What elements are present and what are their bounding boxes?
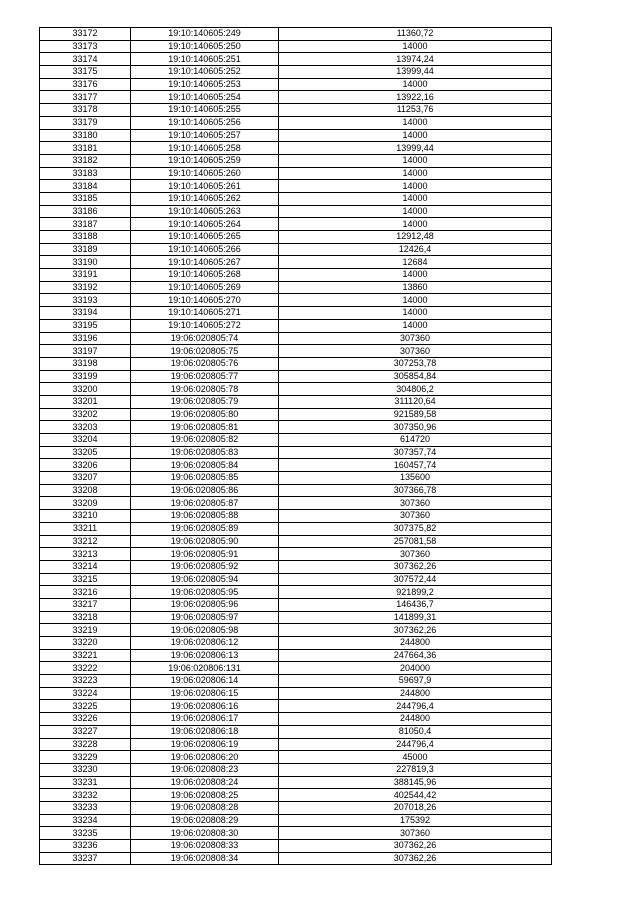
row-number-cell: 33231 (40, 776, 131, 789)
table-row (40, 713, 552, 726)
cadastral-number-cell: 19:10:140605:270 (131, 294, 279, 307)
cadastral-number-cell: 19:06:020806:20 (131, 751, 279, 764)
table-row (40, 624, 552, 637)
cadastral-number-cell: 19:06:020805:98 (131, 624, 279, 637)
row-number-cell: 33220 (40, 637, 131, 650)
cadastral-number-cell: 19:10:140605:259 (131, 154, 279, 167)
value-cell: 13922,16 (279, 91, 552, 104)
cadastral-number-cell: 19:06:020805:92 (131, 560, 279, 573)
table-row (40, 281, 552, 294)
cadastral-number-cell: 19:06:020806:14 (131, 675, 279, 688)
cadastral-number-cell: 19:06:020805:76 (131, 357, 279, 370)
value-cell: 307572,44 (279, 573, 552, 586)
table-row (40, 852, 552, 865)
table-row (40, 586, 552, 599)
row-number-cell: 33182 (40, 154, 131, 167)
table-row (40, 434, 552, 447)
cadastral-number-cell: 19:06:020805:96 (131, 598, 279, 611)
value-cell: 11360,72 (279, 28, 552, 41)
table-row (40, 408, 552, 421)
table-row (40, 472, 552, 485)
cadastral-number-cell: 19:10:140605:260 (131, 167, 279, 180)
cadastral-number-cell: 19:10:140605:254 (131, 91, 279, 104)
cadastral-number-cell: 19:10:140605:264 (131, 218, 279, 231)
cadastral-number-cell: 19:06:020806:17 (131, 713, 279, 726)
cadastral-number-cell: 19:06:020808:34 (131, 852, 279, 865)
cadastral-number-cell: 19:06:020805:77 (131, 370, 279, 383)
cadastral-number-cell: 19:06:020808:30 (131, 827, 279, 840)
row-number-cell: 33190 (40, 256, 131, 269)
cadastral-number-cell: 19:06:020808:33 (131, 840, 279, 853)
table-row (40, 763, 552, 776)
data-table (39, 27, 552, 865)
value-cell: 13999,44 (279, 142, 552, 155)
cadastral-number-cell: 19:06:020805:79 (131, 395, 279, 408)
row-number-cell: 33218 (40, 611, 131, 624)
value-cell: 307360 (279, 332, 552, 345)
table-row (40, 192, 552, 205)
row-number-cell: 33224 (40, 687, 131, 700)
value-cell: 305854,84 (279, 370, 552, 383)
value-cell: 160457,74 (279, 459, 552, 472)
table-row (40, 319, 552, 332)
table-row (40, 167, 552, 180)
table-row (40, 459, 552, 472)
cadastral-number-cell: 19:10:140605:256 (131, 116, 279, 129)
row-number-cell: 33234 (40, 814, 131, 827)
value-cell: 14000 (279, 180, 552, 193)
value-cell: 244800 (279, 637, 552, 650)
value-cell: 311120,64 (279, 395, 552, 408)
table-row (40, 446, 552, 459)
cadastral-number-cell: 19:06:020805:88 (131, 510, 279, 523)
table-row (40, 218, 552, 231)
row-number-cell: 33212 (40, 535, 131, 548)
row-number-cell: 33184 (40, 180, 131, 193)
row-number-cell: 33189 (40, 243, 131, 256)
value-cell: 307360 (279, 345, 552, 358)
cadastral-number-cell: 19:06:020805:87 (131, 497, 279, 510)
value-cell: 388145,96 (279, 776, 552, 789)
value-cell: 402544,42 (279, 789, 552, 802)
cadastral-number-cell: 19:06:020805:75 (131, 345, 279, 358)
value-cell: 14000 (279, 167, 552, 180)
row-number-cell: 33232 (40, 789, 131, 802)
table-row (40, 535, 552, 548)
table-row (40, 662, 552, 675)
table-row (40, 205, 552, 218)
table-row (40, 256, 552, 269)
value-cell: 921589,58 (279, 408, 552, 421)
table-row (40, 497, 552, 510)
value-cell: 204000 (279, 662, 552, 675)
value-cell: 307253,78 (279, 357, 552, 370)
value-cell: 11253,76 (279, 104, 552, 117)
value-cell: 14000 (279, 218, 552, 231)
row-number-cell: 33180 (40, 129, 131, 142)
cadastral-number-cell: 19:10:140605:252 (131, 66, 279, 79)
row-number-cell: 33208 (40, 484, 131, 497)
value-cell: 307362,26 (279, 852, 552, 865)
table-row (40, 738, 552, 751)
cadastral-number-cell: 19:06:020805:90 (131, 535, 279, 548)
cadastral-number-cell: 19:10:140605:257 (131, 129, 279, 142)
value-cell: 45000 (279, 751, 552, 764)
row-number-cell: 33202 (40, 408, 131, 421)
cadastral-number-cell: 19:06:020806:12 (131, 637, 279, 650)
value-cell: 247664,36 (279, 649, 552, 662)
value-cell: 257081,58 (279, 535, 552, 548)
value-cell: 13974,24 (279, 53, 552, 66)
table-row (40, 370, 552, 383)
row-number-cell: 33183 (40, 167, 131, 180)
table-row (40, 637, 552, 650)
value-cell: 14000 (279, 269, 552, 282)
value-cell: 12426,4 (279, 243, 552, 256)
cadastral-number-cell: 19:06:020806:131 (131, 662, 279, 675)
cadastral-number-cell: 19:10:140605:258 (131, 142, 279, 155)
table-row (40, 560, 552, 573)
table-row (40, 700, 552, 713)
table-row (40, 801, 552, 814)
cadastral-number-cell: 19:10:140605:251 (131, 53, 279, 66)
cadastral-number-cell: 19:10:140605:268 (131, 269, 279, 282)
cadastral-number-cell: 19:06:020805:81 (131, 421, 279, 434)
table-row (40, 78, 552, 91)
row-number-cell: 33176 (40, 78, 131, 91)
cadastral-number-cell: 19:10:140605:271 (131, 307, 279, 320)
value-cell: 14000 (279, 307, 552, 320)
cadastral-number-cell: 19:06:020808:28 (131, 801, 279, 814)
row-number-cell: 33228 (40, 738, 131, 751)
value-cell: 307362,26 (279, 840, 552, 853)
table-row (40, 243, 552, 256)
row-number-cell: 33206 (40, 459, 131, 472)
row-number-cell: 33178 (40, 104, 131, 117)
value-cell: 307357,74 (279, 446, 552, 459)
row-number-cell: 33227 (40, 725, 131, 738)
cadastral-number-cell: 19:06:020805:85 (131, 472, 279, 485)
table-row (40, 598, 552, 611)
cadastral-number-cell: 19:10:140605:255 (131, 104, 279, 117)
row-number-cell: 33186 (40, 205, 131, 218)
row-number-cell: 33175 (40, 66, 131, 79)
table-row (40, 357, 552, 370)
cadastral-number-cell: 19:10:140605:250 (131, 40, 279, 53)
row-number-cell: 33198 (40, 357, 131, 370)
row-number-cell: 33217 (40, 598, 131, 611)
value-cell: 307360 (279, 497, 552, 510)
table-row (40, 510, 552, 523)
row-number-cell: 33185 (40, 192, 131, 205)
table-row (40, 154, 552, 167)
table-row (40, 675, 552, 688)
table-row (40, 548, 552, 561)
cadastral-number-cell: 19:06:020808:24 (131, 776, 279, 789)
table-row (40, 269, 552, 282)
row-number-cell: 33214 (40, 560, 131, 573)
cadastral-number-cell: 19:06:020805:80 (131, 408, 279, 421)
value-cell: 135600 (279, 472, 552, 485)
row-number-cell: 33237 (40, 852, 131, 865)
cadastral-number-cell: 19:10:140605:262 (131, 192, 279, 205)
table-row (40, 129, 552, 142)
value-cell: 244796,4 (279, 738, 552, 751)
value-cell: 141899,31 (279, 611, 552, 624)
value-cell: 307366,78 (279, 484, 552, 497)
table-row (40, 383, 552, 396)
row-number-cell: 33203 (40, 421, 131, 434)
cadastral-number-cell: 19:06:020805:82 (131, 434, 279, 447)
table-row (40, 294, 552, 307)
row-number-cell: 33177 (40, 91, 131, 104)
cadastral-number-cell: 19:06:020805:95 (131, 586, 279, 599)
row-number-cell: 33181 (40, 142, 131, 155)
row-number-cell: 33233 (40, 801, 131, 814)
row-number-cell: 33179 (40, 116, 131, 129)
table-body (40, 28, 552, 865)
value-cell: 227819,3 (279, 763, 552, 776)
cadastral-number-cell: 19:06:020808:23 (131, 763, 279, 776)
value-cell: 14000 (279, 154, 552, 167)
value-cell: 14000 (279, 129, 552, 142)
value-cell: 59697,9 (279, 675, 552, 688)
row-number-cell: 33195 (40, 319, 131, 332)
value-cell: 307360 (279, 548, 552, 561)
row-number-cell: 33188 (40, 231, 131, 244)
cadastral-number-cell: 19:06:020805:83 (131, 446, 279, 459)
row-number-cell: 33215 (40, 573, 131, 586)
cadastral-number-cell: 19:06:020805:97 (131, 611, 279, 624)
table-row (40, 180, 552, 193)
value-cell: 14000 (279, 78, 552, 91)
row-number-cell: 33192 (40, 281, 131, 294)
row-number-cell: 33194 (40, 307, 131, 320)
row-number-cell: 33193 (40, 294, 131, 307)
table-row (40, 421, 552, 434)
cadastral-number-cell: 19:10:140605:261 (131, 180, 279, 193)
table-row (40, 104, 552, 117)
row-number-cell: 33209 (40, 497, 131, 510)
row-number-cell: 33225 (40, 700, 131, 713)
row-number-cell: 33229 (40, 751, 131, 764)
value-cell: 146436,7 (279, 598, 552, 611)
value-cell: 13999,44 (279, 66, 552, 79)
table-row (40, 840, 552, 853)
value-cell: 13860 (279, 281, 552, 294)
row-number-cell: 33213 (40, 548, 131, 561)
row-number-cell: 33187 (40, 218, 131, 231)
table-row (40, 91, 552, 104)
row-number-cell: 33230 (40, 763, 131, 776)
value-cell: 307360 (279, 510, 552, 523)
value-cell: 244800 (279, 687, 552, 700)
value-cell: 304806,2 (279, 383, 552, 396)
cadastral-number-cell: 19:10:140605:265 (131, 231, 279, 244)
value-cell: 14000 (279, 319, 552, 332)
table-row (40, 751, 552, 764)
table-row (40, 827, 552, 840)
cadastral-number-cell: 19:06:020805:91 (131, 548, 279, 561)
table-row (40, 345, 552, 358)
cadastral-number-cell: 19:06:020805:78 (131, 383, 279, 396)
table-row (40, 28, 552, 41)
value-cell: 614720 (279, 434, 552, 447)
row-number-cell: 33211 (40, 522, 131, 535)
row-number-cell: 33226 (40, 713, 131, 726)
table-row (40, 142, 552, 155)
value-cell: 12912,48 (279, 231, 552, 244)
row-number-cell: 33210 (40, 510, 131, 523)
row-number-cell: 33207 (40, 472, 131, 485)
row-number-cell: 33236 (40, 840, 131, 853)
value-cell: 921899,2 (279, 586, 552, 599)
table-row (40, 116, 552, 129)
cadastral-number-cell: 19:06:020808:25 (131, 789, 279, 802)
cadastral-number-cell: 19:10:140605:253 (131, 78, 279, 91)
cadastral-number-cell: 19:06:020805:84 (131, 459, 279, 472)
value-cell: 14000 (279, 294, 552, 307)
table-row (40, 40, 552, 53)
cadastral-number-cell: 19:06:020805:89 (131, 522, 279, 535)
row-number-cell: 33197 (40, 345, 131, 358)
table-row (40, 573, 552, 586)
table-row (40, 649, 552, 662)
table-row (40, 66, 552, 79)
row-number-cell: 33174 (40, 53, 131, 66)
cadastral-number-cell: 19:10:140605:263 (131, 205, 279, 218)
table-row (40, 484, 552, 497)
value-cell: 207018,26 (279, 801, 552, 814)
row-number-cell: 33222 (40, 662, 131, 675)
value-cell: 244800 (279, 713, 552, 726)
value-cell: 307362,26 (279, 624, 552, 637)
cadastral-number-cell: 19:06:020806:15 (131, 687, 279, 700)
row-number-cell: 33173 (40, 40, 131, 53)
cadastral-number-cell: 19:10:140605:272 (131, 319, 279, 332)
table-row (40, 53, 552, 66)
table-row (40, 395, 552, 408)
value-cell: 307350,96 (279, 421, 552, 434)
cadastral-number-cell: 19:10:140605:249 (131, 28, 279, 41)
cadastral-number-cell: 19:06:020808:29 (131, 814, 279, 827)
value-cell: 307375,82 (279, 522, 552, 535)
row-number-cell: 33235 (40, 827, 131, 840)
table-row (40, 611, 552, 624)
table-row (40, 725, 552, 738)
table-row (40, 687, 552, 700)
cadastral-number-cell: 19:06:020806:18 (131, 725, 279, 738)
table-row (40, 332, 552, 345)
row-number-cell: 33221 (40, 649, 131, 662)
value-cell: 244796,4 (279, 700, 552, 713)
value-cell: 14000 (279, 116, 552, 129)
row-number-cell: 33223 (40, 675, 131, 688)
cadastral-number-cell: 19:06:020806:16 (131, 700, 279, 713)
cadastral-number-cell: 19:06:020806:19 (131, 738, 279, 751)
value-cell: 12684 (279, 256, 552, 269)
cadastral-number-cell: 19:06:020806:13 (131, 649, 279, 662)
cadastral-number-cell: 19:10:140605:267 (131, 256, 279, 269)
value-cell: 14000 (279, 40, 552, 53)
row-number-cell: 33172 (40, 28, 131, 41)
row-number-cell: 33199 (40, 370, 131, 383)
value-cell: 307362,26 (279, 560, 552, 573)
table-row (40, 231, 552, 244)
cadastral-number-cell: 19:06:020805:94 (131, 573, 279, 586)
value-cell: 14000 (279, 192, 552, 205)
row-number-cell: 33205 (40, 446, 131, 459)
row-number-cell: 33219 (40, 624, 131, 637)
cadastral-number-cell: 19:06:020805:86 (131, 484, 279, 497)
row-number-cell: 33216 (40, 586, 131, 599)
value-cell: 81050,4 (279, 725, 552, 738)
cadastral-number-cell: 19:10:140605:266 (131, 243, 279, 256)
row-number-cell: 33200 (40, 383, 131, 396)
row-number-cell: 33201 (40, 395, 131, 408)
table-row (40, 522, 552, 535)
row-number-cell: 33204 (40, 434, 131, 447)
value-cell: 14000 (279, 205, 552, 218)
cadastral-number-cell: 19:10:140605:269 (131, 281, 279, 294)
value-cell: 307360 (279, 827, 552, 840)
cadastral-number-cell: 19:06:020805:74 (131, 332, 279, 345)
row-number-cell: 33191 (40, 269, 131, 282)
table-row (40, 307, 552, 320)
value-cell: 175392 (279, 814, 552, 827)
table-row (40, 814, 552, 827)
row-number-cell: 33196 (40, 332, 131, 345)
table-row (40, 789, 552, 802)
table-row (40, 776, 552, 789)
